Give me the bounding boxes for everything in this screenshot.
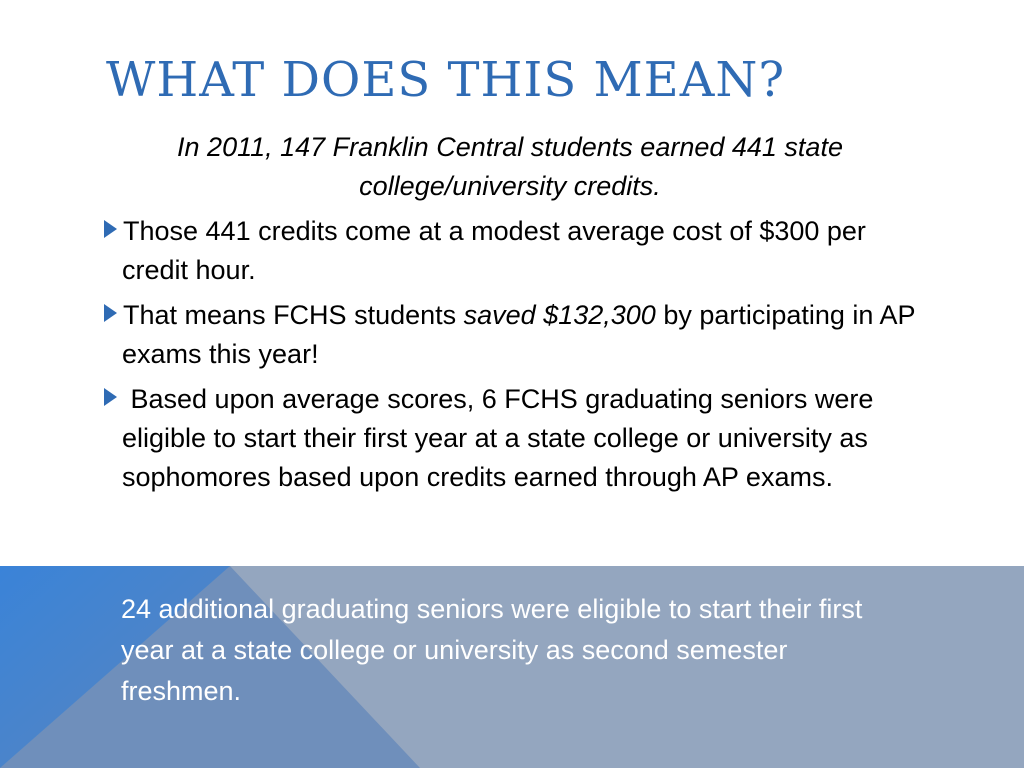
bullet-text-after: by participating in AP exams this year! — [122, 300, 915, 369]
arrow-bullet-icon — [104, 304, 117, 322]
arrow-bullet-icon — [104, 220, 117, 238]
footer-note: 24 additional graduating seniors were eligible to start their first year at a state college or university as second semester freshmen. — [121, 594, 863, 706]
slide-title: WHAT DOES THIS MEAN? — [106, 52, 786, 108]
bullet-text: Those 441 credits come at a modest average cost of $300 per credit hour. — [122, 216, 866, 285]
bullet-text-before: That means FCHS students — [123, 300, 464, 330]
bullet-item-savings — [104, 296, 924, 374]
intro-text: In 2011, 147 Franklin Central students earned 441 state college/university credits. — [177, 132, 843, 201]
bullet-item-cost — [104, 212, 924, 290]
bullet-emphasis: saved $132,300 — [463, 300, 656, 330]
bullet-text: Based upon average scores, 6 FCHS graduating seniors were eligible to start their first year at a state college or university as sophomores based upon credits earned through AP exams. — [122, 384, 874, 492]
arrow-bullet-icon — [104, 388, 117, 406]
bullet-item-sophomores — [104, 380, 924, 497]
